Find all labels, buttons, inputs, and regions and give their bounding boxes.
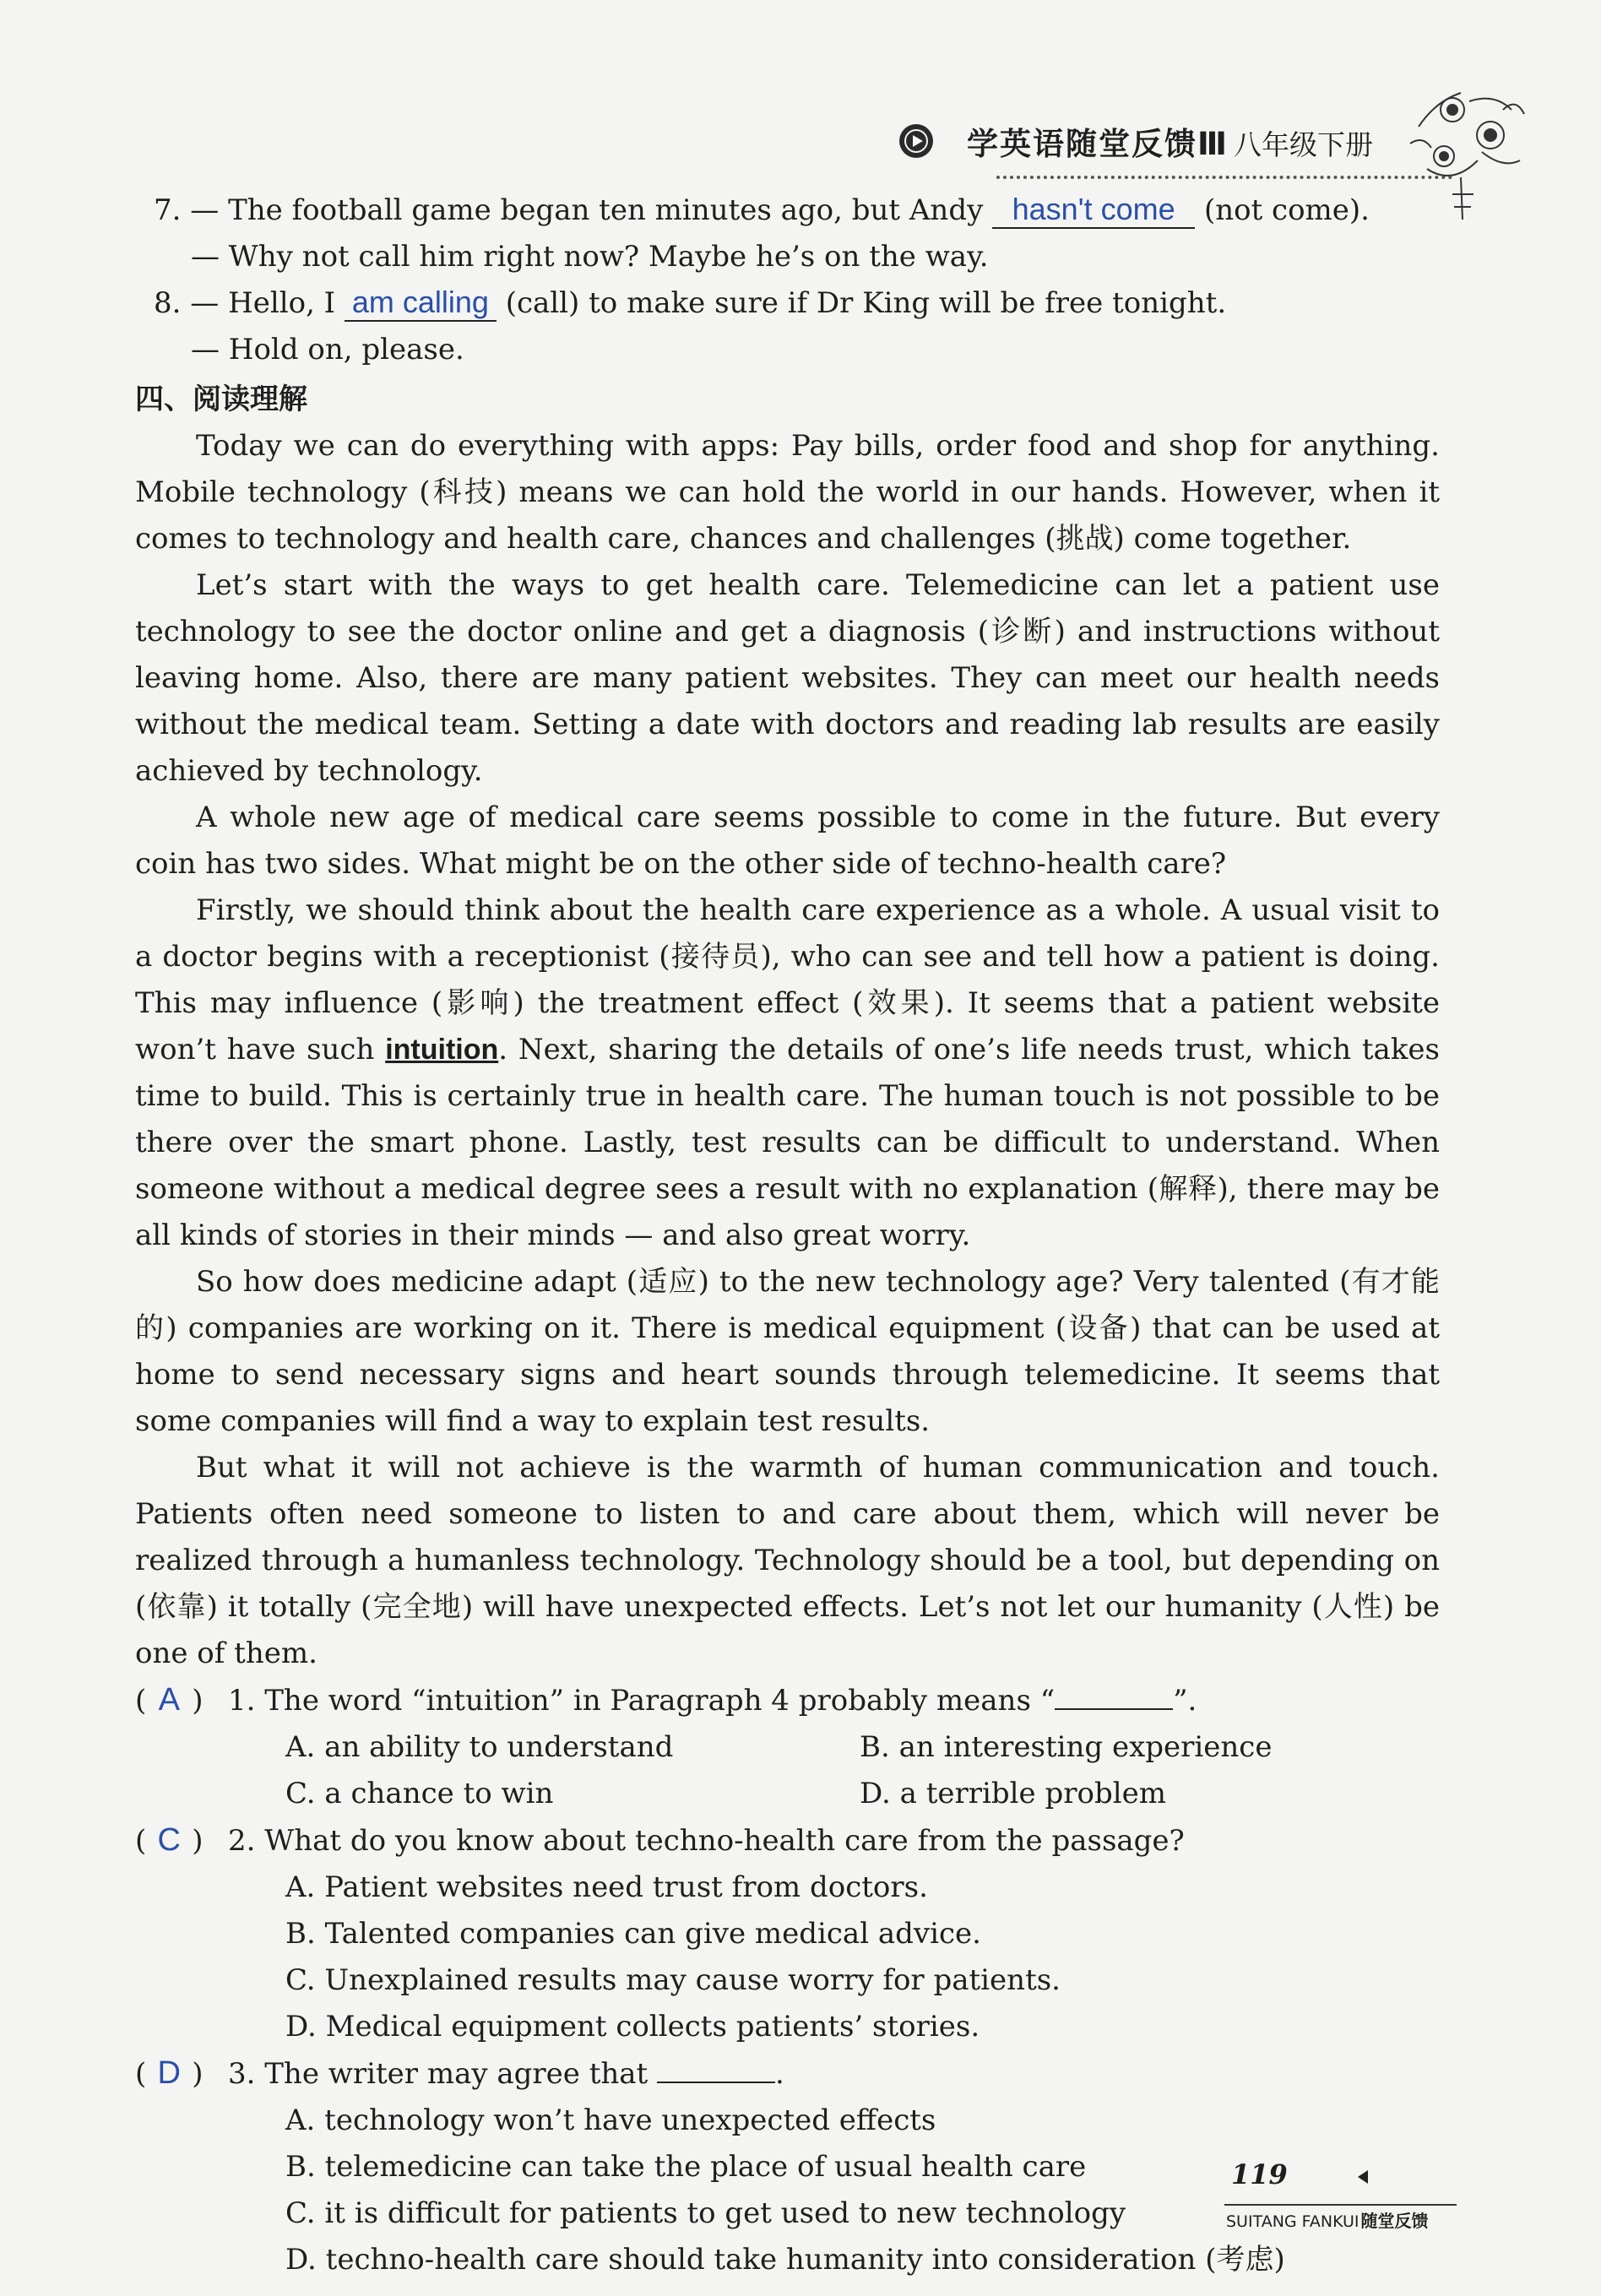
exercise-8-reply: — Hold on, please. <box>191 333 464 366</box>
arrow-left-icon <box>1358 2170 1368 2184</box>
question-3-stem: 3. The writer may agree that <box>228 2057 649 2091</box>
exercise-8-hint: (call) to make sure if Dr King will be free tonight. <box>505 286 1227 320</box>
keyword-intuition: intuition <box>385 1034 499 1066</box>
question-2-option-c[interactable]: C. Unexplained results may cause worry for patients. <box>285 1963 1061 1997</box>
question-2-answer-slot[interactable]: ( C ) <box>135 1817 228 1864</box>
question-2-answer: C <box>157 1822 181 1858</box>
header-divider <box>996 176 1452 179</box>
question-2-option-b[interactable]: B. Talented companies can give medical advice. <box>285 1917 981 1951</box>
question-1-option-c[interactable]: C. a chance to win <box>285 1777 554 1810</box>
exercise-7-hint: (not come). <box>1203 193 1370 227</box>
footer-brand-cn: 随堂反馈 <box>1360 2211 1429 2231</box>
passage-paragraph-4: Firstly, we should think about the health care experience as a whole. A usual visit to a doctor begins with a receptionist (接待员), who can see and tell how a patient is doing. This may influence (影响) the treatment effect (效果). It seems that a patient website won’t have such intuition. Next, sharing the details of one’s life needs trust, which takes time to build. This is certainly true in health care. The human touch is not possible to be there over the smart phone. Lastly, test results can be difficult to understand. When someone without a medical degree sees a result with no explanation (解释), there may be all kinds of stories in their minds — and also great worry. <box>135 893 1440 1252</box>
passage-paragraph-1: Today we can do everything with apps: Pay bills, order food and shop for anything. Mobile technology (科技) means we can hold the world in our hands. However, when it comes to technology and health care, chances and challenges (挑战) come together. <box>135 429 1440 556</box>
passage-paragraph-6: But what it will not achieve is the warmth of human communication and touch. Patients often need someone to listen to and care about them, which will never be realized through a humanless technology. Technology should be a tool, but depending on (依靠) it totally (完全地) will have unexpected effects. Let’s not let our humanity (人性) be one of them. <box>135 1451 1440 1670</box>
exercise-8-answer-blank[interactable] <box>345 285 497 322</box>
question-3-option-d[interactable]: D. techno-health care should take humanity into consideration (考虑) <box>285 2243 1285 2277</box>
footer-brand-latin: SUITANG FANKUI <box>1226 2212 1359 2231</box>
exercise-7-answer: hasn't come <box>1012 192 1175 226</box>
question-3-option-b[interactable]: B. telemedicine can take the place of usual health care <box>285 2150 1087 2184</box>
footer-divider <box>1224 2204 1457 2206</box>
exercise-8-prompt: — Hello, I <box>190 286 336 320</box>
question-1-option-a[interactable]: A. an ability to understand <box>285 1730 674 1764</box>
question-3-answer: D <box>157 2055 181 2091</box>
exercise-7-line1: 7. — The football game began ten minutes ago, but Andy hasn't come (not come). <box>154 192 1370 227</box>
question-1-answer: A <box>158 1682 180 1718</box>
question-3-answer-slot[interactable]: ( D ) <box>135 2050 228 2098</box>
exercise-7-answer-blank[interactable] <box>992 193 1195 229</box>
question-1-options <box>135 1724 1440 1817</box>
page-number: 119 <box>1231 2158 1288 2190</box>
question-3: ( D ) 3. The writer may agree that . <box>135 2050 1440 2098</box>
book-title: 学英语随堂反馈Ⅲ <box>967 126 1229 162</box>
question-2-option-a[interactable]: A. Patient websites need trust from doctors. <box>285 1870 928 1904</box>
question-1-stem: 1. The word “intuition” in Paragraph 4 probably means “ <box>228 1684 1056 1718</box>
question-2-stem: 2. What do you know about techno-health care from the passage? <box>228 1824 1185 1858</box>
exercise-7-prompt: — The football game began ten minutes ago, but Andy <box>190 193 984 227</box>
passage-paragraph-2: Let’s start with the ways to get health care. Telemedicine can let a patient use technology to see the doctor online and get a diagnosis (诊断) and instructions without leaving home. Also, there are many patient websites. They can meet our health needs without the medical team. Setting a date with doctors and reading lab results are easily achieved by technology. <box>135 568 1440 788</box>
exercise-8-answer: am calling <box>351 285 489 319</box>
section-title: 四、阅读理解 <box>135 383 307 416</box>
question-3-option-a[interactable]: A. technology won’t have unexpected effects <box>285 2103 936 2137</box>
exercise-7-reply: — Why not call him right now? Maybe he’s on the way. <box>191 240 989 274</box>
exercise-8-line1: 8. — Hello, I am calling (call) to make sure if Dr King will be free tonight. <box>154 285 1227 320</box>
passage-paragraph-5: So how does medicine adapt (适应) to the new technology age? Very talented (有才能的) companies are working on it. There is medical equipment (设备) that can be used at home to send necessary signs and heart sounds through telemedicine. It seems that some companies will find a way to explain test results. <box>135 1265 1440 1438</box>
question-1-answer-slot[interactable]: ( A ) <box>135 1677 228 1724</box>
question-1-blank <box>1055 1708 1173 1710</box>
passage-paragraph-3: A whole new age of medical care seems possible to come in the future. But every coin has two sides. What might be on the other side of techno-health care? <box>135 801 1440 881</box>
question-2-options <box>135 1864 1440 2050</box>
question-2-option-d[interactable]: D. Medical equipment collects patients’ stories. <box>285 2010 980 2044</box>
question-3-options <box>135 2098 1440 2283</box>
question-3-blank <box>657 2082 775 2083</box>
page-header <box>899 118 1373 164</box>
question-1-option-b[interactable]: B. an interesting experience <box>860 1730 1273 1764</box>
play-icon <box>899 124 933 158</box>
footer-brand <box>1226 2207 1429 2232</box>
question-2 <box>135 1817 1440 1864</box>
book-subtitle: 八年级下册 <box>1234 128 1373 161</box>
worksheet-content <box>135 187 1440 2283</box>
question-3-option-c[interactable]: C. it is difficult for patients to get used to new technology <box>285 2196 1126 2230</box>
question-1-option-d[interactable]: D. a terrible problem <box>860 1777 1166 1810</box>
question-1: ( A ) 1. The word “intuition” in Paragraph 4 probably means “ ”. <box>135 1677 1440 1724</box>
